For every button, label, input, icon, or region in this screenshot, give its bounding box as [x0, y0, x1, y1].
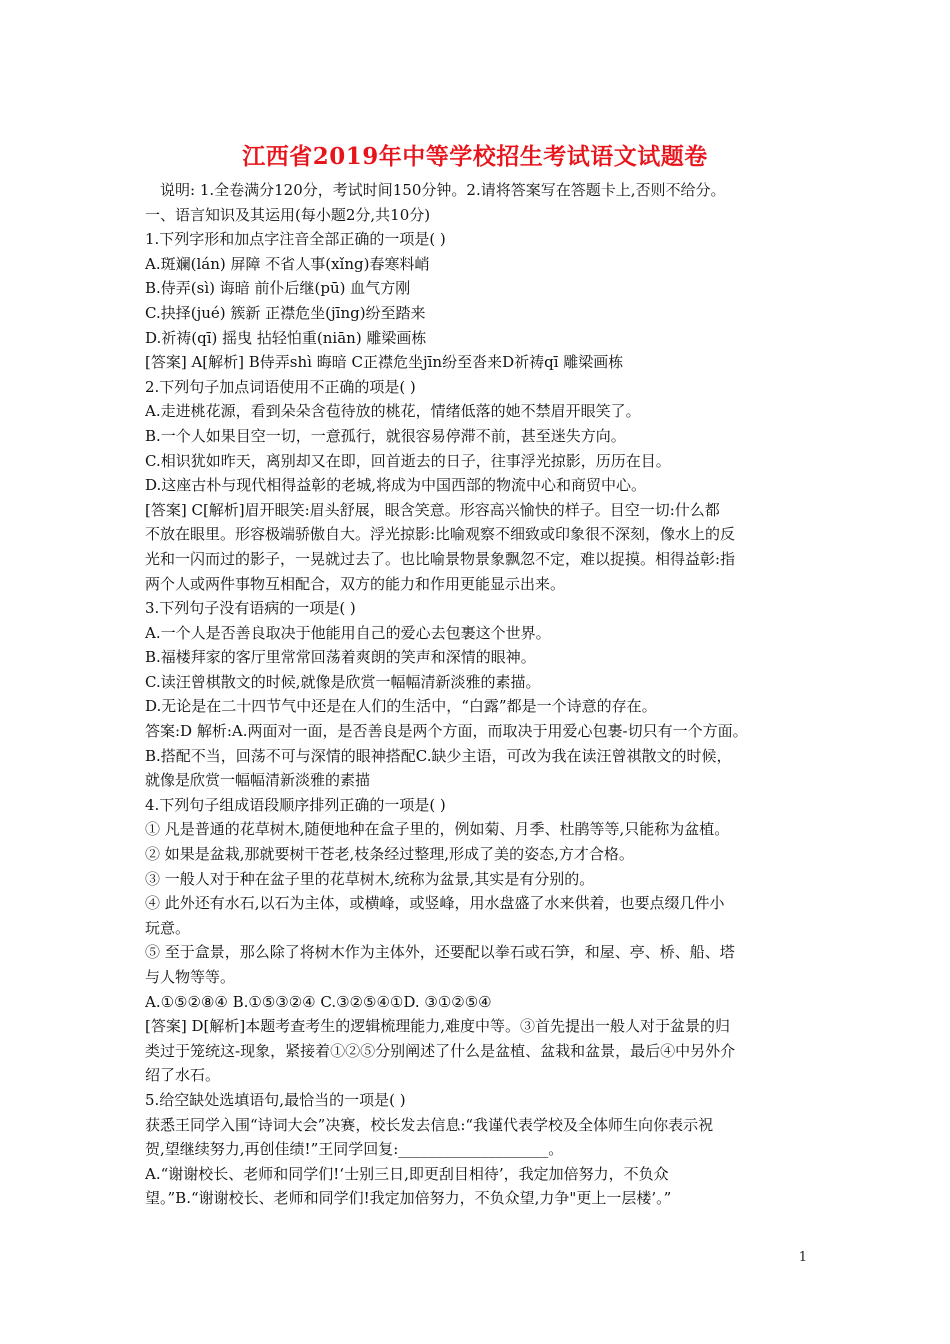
- text-line: D.祈祷(qī) 摇曳 拈轻怕重(niān) 雕梁画栋: [145, 328, 427, 347]
- text-line: [答案] A[解析] B侍弄shì 晦暗 C正襟危坐jīn纷至沓来D祈祷qī 雕梁画栋: [145, 353, 624, 372]
- text-line: 4.下列句子组成语段顺序排列正确的一项是( ): [145, 795, 446, 814]
- text-line: 说明: 1.全卷满分120分，考试时间150分钟。2.请将答案写在答题卡上,否则不给分。: [160, 181, 726, 199]
- document-body: [145, 178, 825, 1211]
- text-line: 望。”B.“谢谢校长、老师和同学们!我定加倍努力，不负众望,力争"更上一层楼’。”: [145, 1189, 672, 1208]
- text-line: 贺,望继续努力,再创佳绩!”王同学回复:____________________。: [145, 1140, 564, 1159]
- text-line: C.抉择(jué) 簇新 正襟危坐(jīng)纷至踏来: [145, 303, 426, 322]
- text-line: 一、语言知识及其运用(每小题2分,共10分): [145, 205, 431, 224]
- text-line: B.一个人如果目空一切，一意孤行，就很容易停滞不前，甚至迷失方向。: [145, 426, 626, 445]
- text-line: C.相识犹如昨天，离别却又在即，回首逝去的日子，往事浮光掠影，历历在目。: [145, 451, 671, 470]
- text-line: 类过于笼统这-现象，紧接着①②⑤分别阐述了什么是盆植、盆栽和盆景，最后④中另外介: [145, 1041, 736, 1060]
- text-line: D.无论是在二十四节气中还是在人们的生活中，“白露”都是一个诗意的存在。: [145, 697, 657, 716]
- text-line: [答案] D[解析]本题考查考生的逻辑梳理能力,难度中等。③首先提出一般人对于盆景的归: [145, 1017, 730, 1036]
- text-line: C.读汪曾棋散文的时候,就像是欣赏一幅幅清新淡雅的素描。: [145, 672, 541, 691]
- text-line: A.走进桃花源，看到朵朵含苞待放的桃花，情绪低落的她不禁眉开眼笑了。: [145, 402, 641, 421]
- text-line: ② 如果是盆栽,那就要树干苍老,枝条经过整理,形成了美的姿态,方才合格。: [145, 845, 634, 864]
- text-line: 1.下列字形和加点字注音全部正确的一项是( ): [145, 230, 446, 249]
- text-line: 3.下列句子没有语病的一项是( ): [145, 599, 356, 618]
- text-line: [答案] C[解析]眉开眼笑:眉头舒展，眼含笑意。形容高兴愉快的样子。目空一切:什么都: [145, 500, 720, 519]
- text-line: 2.下列句子加点词语使用不正确的项是( ): [145, 377, 416, 396]
- text-line: 与人物等等。: [145, 968, 236, 986]
- text-line: 答案:D 解析:A.两面对一面，是否善良是两个方面，而取决于用爱心包裹-切只有一个方面。: [145, 722, 748, 741]
- text-line: ⑤ 至于盒景，那么除了将树木作为主体外，还要配以拳石或石笋，和屋、亭、桥、船、塔: [145, 943, 735, 962]
- text-line: 5.给空缺处选填语句,最恰当的一项是( ): [145, 1090, 406, 1109]
- text-line: D.这座古朴与现代相得益彰的老城,将成为中国西部的物流中心和商贸中心。: [145, 476, 647, 495]
- text-line: ④ 此外还有水石,以石为主体，或横峰，或竖峰，用水盘盛了水来供着，也要点缀几件小: [145, 894, 725, 913]
- text-line: 就像是欣赏一幅幅清新淡雅的素描: [145, 771, 371, 790]
- text-line: 绍了水石。: [145, 1066, 221, 1085]
- text-line: B.侍弄(sì) 诲暗 前仆后继(pū) 血气方刚: [145, 279, 411, 298]
- text-line: ① 凡是普通的花草树木,随便地种在盒子里的，例如菊、月季、杜鹃等等,只能称为盆植。: [145, 820, 730, 839]
- document-title: 江西省2019年中等学校招生考试语文试题卷: [242, 143, 708, 170]
- text-line: ③ 一般人对于种在盆子里的花草树木,统称为盆景,其实是有分别的。: [145, 869, 595, 888]
- text-line: 光和一闪而过的影子，一晃就过去了。也比喻景物景象飘忽不定，难以捉摸。相得益彰:指: [145, 549, 736, 568]
- text-line: A.①⑤②⑧④ B.①⑤③②④ C.③②⑤④①D. ③①②⑤④: [145, 992, 492, 1011]
- text-line: 两个人或两件事物互相配合，双方的能力和作用更能显示出来。: [145, 574, 566, 593]
- text-line: A.一个人是否善良取决于他能用自己的爱心去包裹这个世界。: [145, 623, 551, 642]
- text-line: B.福楼拜家的客厅里常常回荡着爽朗的笑声和深情的眼神。: [145, 648, 536, 667]
- text-line: B.搭配不当，回荡不可与深情的眼神搭配C.缺少主语，可改为我在读汪曾祺散文的时候，: [145, 746, 732, 765]
- text-line: A.“谢谢校长、老师和同学们!‘士别三日,即更刮目相待’，我定加倍努力，不负众: [145, 1164, 669, 1183]
- text-line: A.斑斓(lán) 屏障 不省人事(xǐng)春寒料峭: [145, 254, 430, 273]
- text-line: 玩意。: [145, 918, 191, 937]
- page-number: 1: [798, 1250, 807, 1265]
- text-line: 获悉王同学入围“诗词大会”决赛，校长发去信息:“我谨代表学校及全体师生向你表示祝: [145, 1115, 714, 1134]
- text-line: 不放在眼里。形容极端骄傲自大。浮光掠影:比喻观察不细致或印象很不深刻，像水上的反: [145, 525, 736, 544]
